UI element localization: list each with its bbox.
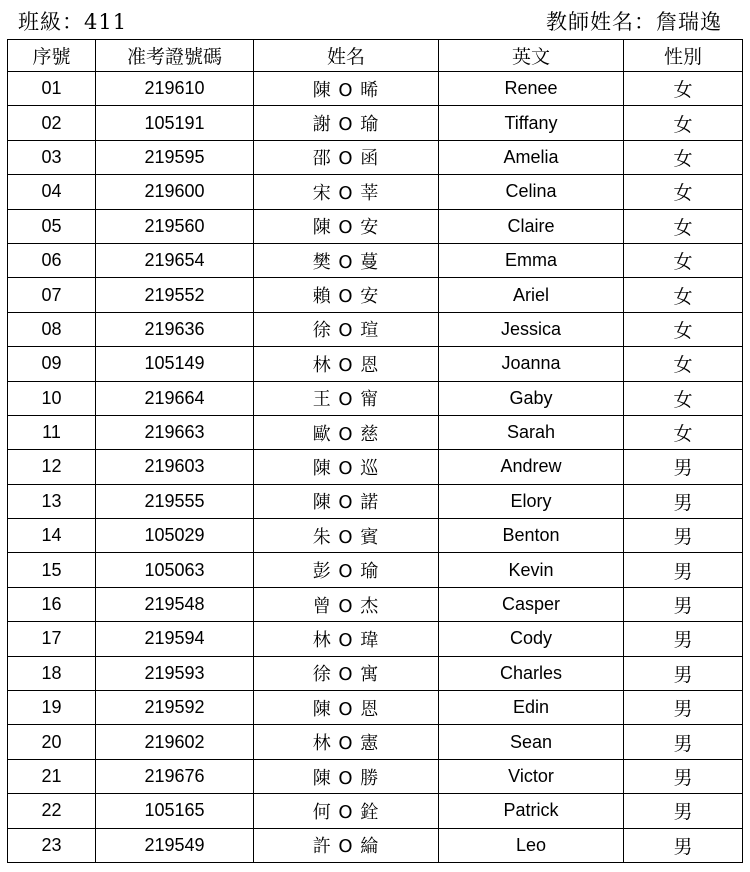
english-name-cell: Sarah [439, 415, 624, 449]
seq-cell: 01 [8, 72, 96, 106]
gender-cell: 女 [624, 106, 743, 140]
table-row [8, 484, 743, 518]
gender-cell: 女 [624, 347, 743, 381]
name-cell: 樊 O 蔓 [254, 243, 439, 277]
table-body [8, 72, 743, 863]
table-row [8, 622, 743, 656]
exam-id-cell: 219592 [96, 691, 254, 725]
table-row [8, 725, 743, 759]
gender-cell: 男 [624, 794, 743, 828]
gender-cell: 男 [624, 553, 743, 587]
gender-cell: 女 [624, 381, 743, 415]
name-cell: 許 O 綸 [254, 828, 439, 862]
exam-id-cell: 219664 [96, 381, 254, 415]
seq-cell: 04 [8, 175, 96, 209]
gender-cell: 男 [624, 484, 743, 518]
seq-cell: 02 [8, 106, 96, 140]
gender-cell: 男 [624, 691, 743, 725]
student-roster-table [7, 39, 743, 863]
seq-cell: 19 [8, 691, 96, 725]
table-row [8, 347, 743, 381]
table-row [8, 175, 743, 209]
english-name-cell: Emma [439, 243, 624, 277]
table-row [8, 691, 743, 725]
english-name-cell: Gaby [439, 381, 624, 415]
gender-cell: 男 [624, 587, 743, 621]
seq-cell: 13 [8, 484, 96, 518]
name-cell: 朱 O 賓 [254, 519, 439, 553]
table-row [8, 587, 743, 621]
exam-id-cell: 219552 [96, 278, 254, 312]
english-name-cell: Edin [439, 691, 624, 725]
class-label: 班級：411 [18, 10, 128, 34]
seq-cell: 21 [8, 759, 96, 793]
table-row [8, 415, 743, 449]
gender-cell: 女 [624, 72, 743, 106]
gender-cell: 男 [624, 656, 743, 690]
name-cell: 賴 O 安 [254, 278, 439, 312]
exam-id-cell: 219555 [96, 484, 254, 518]
seq-cell: 16 [8, 587, 96, 621]
english-name-cell: Renee [439, 72, 624, 106]
gender-cell: 男 [624, 622, 743, 656]
exam-id-cell: 105165 [96, 794, 254, 828]
exam-id-cell: 219676 [96, 759, 254, 793]
table-row [8, 243, 743, 277]
table-row [8, 656, 743, 690]
gender-cell: 男 [624, 828, 743, 862]
gender-cell: 女 [624, 415, 743, 449]
name-cell: 徐 O 瑄 [254, 312, 439, 346]
english-name-cell: Patrick [439, 794, 624, 828]
gender-cell: 男 [624, 450, 743, 484]
table-row [8, 759, 743, 793]
name-cell: 陳 O 晞 [254, 72, 439, 106]
english-name-cell: Andrew [439, 450, 624, 484]
english-name-cell: Casper [439, 587, 624, 621]
page-header [0, 0, 750, 38]
seq-cell: 22 [8, 794, 96, 828]
exam-id-cell: 105191 [96, 106, 254, 140]
english-name-cell: Tiffany [439, 106, 624, 140]
gender-cell: 男 [624, 725, 743, 759]
column-header-english: 英文 [439, 40, 624, 72]
seq-cell: 23 [8, 828, 96, 862]
exam-id-cell: 219654 [96, 243, 254, 277]
exam-id-cell: 219602 [96, 725, 254, 759]
table-row [8, 209, 743, 243]
english-name-cell: Victor [439, 759, 624, 793]
table-row [8, 450, 743, 484]
name-cell: 謝 O 瑜 [254, 106, 439, 140]
english-name-cell: Joanna [439, 347, 624, 381]
english-name-cell: Celina [439, 175, 624, 209]
seq-cell: 15 [8, 553, 96, 587]
column-header-exam-id: 准考證號碼 [96, 40, 254, 72]
exam-id-cell: 219663 [96, 415, 254, 449]
table-header-row [8, 40, 743, 72]
name-cell: 陳 O 勝 [254, 759, 439, 793]
english-name-cell: Leo [439, 828, 624, 862]
english-name-cell: Elory [439, 484, 624, 518]
name-cell: 宋 O 莘 [254, 175, 439, 209]
gender-cell: 女 [624, 140, 743, 174]
english-name-cell: Amelia [439, 140, 624, 174]
table-row [8, 140, 743, 174]
exam-id-cell: 219593 [96, 656, 254, 690]
exam-id-cell: 219549 [96, 828, 254, 862]
table-row [8, 794, 743, 828]
column-header-seq: 序號 [8, 40, 96, 72]
seq-cell: 03 [8, 140, 96, 174]
gender-cell: 女 [624, 243, 743, 277]
table-row [8, 106, 743, 140]
seq-cell: 06 [8, 243, 96, 277]
exam-id-cell: 219548 [96, 587, 254, 621]
table-row [8, 312, 743, 346]
english-name-cell: Benton [439, 519, 624, 553]
english-name-cell: Jessica [439, 312, 624, 346]
gender-cell: 女 [624, 209, 743, 243]
table-row [8, 278, 743, 312]
gender-cell: 女 [624, 278, 743, 312]
seq-cell: 07 [8, 278, 96, 312]
name-cell: 林 O 恩 [254, 347, 439, 381]
name-cell: 邵 O 函 [254, 140, 439, 174]
seq-cell: 14 [8, 519, 96, 553]
teacher-label: 教師姓名：詹瑞逸 [546, 10, 722, 34]
english-name-cell: Sean [439, 725, 624, 759]
table-row [8, 381, 743, 415]
column-header-name: 姓名 [254, 40, 439, 72]
name-cell: 陳 O 安 [254, 209, 439, 243]
name-cell: 林 O 瑋 [254, 622, 439, 656]
name-cell: 彭 O 瑜 [254, 553, 439, 587]
seq-cell: 12 [8, 450, 96, 484]
name-cell: 何 O 銓 [254, 794, 439, 828]
table-row [8, 519, 743, 553]
name-cell: 陳 O 恩 [254, 691, 439, 725]
name-cell: 歐 O 慈 [254, 415, 439, 449]
seq-cell: 11 [8, 415, 96, 449]
name-cell: 陳 O 巡 [254, 450, 439, 484]
seq-cell: 09 [8, 347, 96, 381]
name-cell: 林 O 憲 [254, 725, 439, 759]
exam-id-cell: 105149 [96, 347, 254, 381]
english-name-cell: Cody [439, 622, 624, 656]
name-cell: 徐 O 寓 [254, 656, 439, 690]
exam-id-cell: 219595 [96, 140, 254, 174]
name-cell: 陳 O 諾 [254, 484, 439, 518]
gender-cell: 女 [624, 312, 743, 346]
gender-cell: 男 [624, 519, 743, 553]
table-row [8, 828, 743, 862]
english-name-cell: Claire [439, 209, 624, 243]
english-name-cell: Ariel [439, 278, 624, 312]
gender-cell: 女 [624, 175, 743, 209]
exam-id-cell: 219560 [96, 209, 254, 243]
table-row [8, 553, 743, 587]
exam-id-cell: 219594 [96, 622, 254, 656]
table-row [8, 72, 743, 106]
exam-id-cell: 105029 [96, 519, 254, 553]
english-name-cell: Kevin [439, 553, 624, 587]
exam-id-cell: 219603 [96, 450, 254, 484]
seq-cell: 17 [8, 622, 96, 656]
exam-id-cell: 219610 [96, 72, 254, 106]
exam-id-cell: 219636 [96, 312, 254, 346]
seq-cell: 10 [8, 381, 96, 415]
gender-cell: 男 [624, 759, 743, 793]
seq-cell: 20 [8, 725, 96, 759]
exam-id-cell: 219600 [96, 175, 254, 209]
seq-cell: 05 [8, 209, 96, 243]
seq-cell: 18 [8, 656, 96, 690]
column-header-gender: 性別 [624, 40, 743, 72]
name-cell: 王 O 甯 [254, 381, 439, 415]
name-cell: 曾 O 杰 [254, 587, 439, 621]
english-name-cell: Charles [439, 656, 624, 690]
exam-id-cell: 105063 [96, 553, 254, 587]
seq-cell: 08 [8, 312, 96, 346]
